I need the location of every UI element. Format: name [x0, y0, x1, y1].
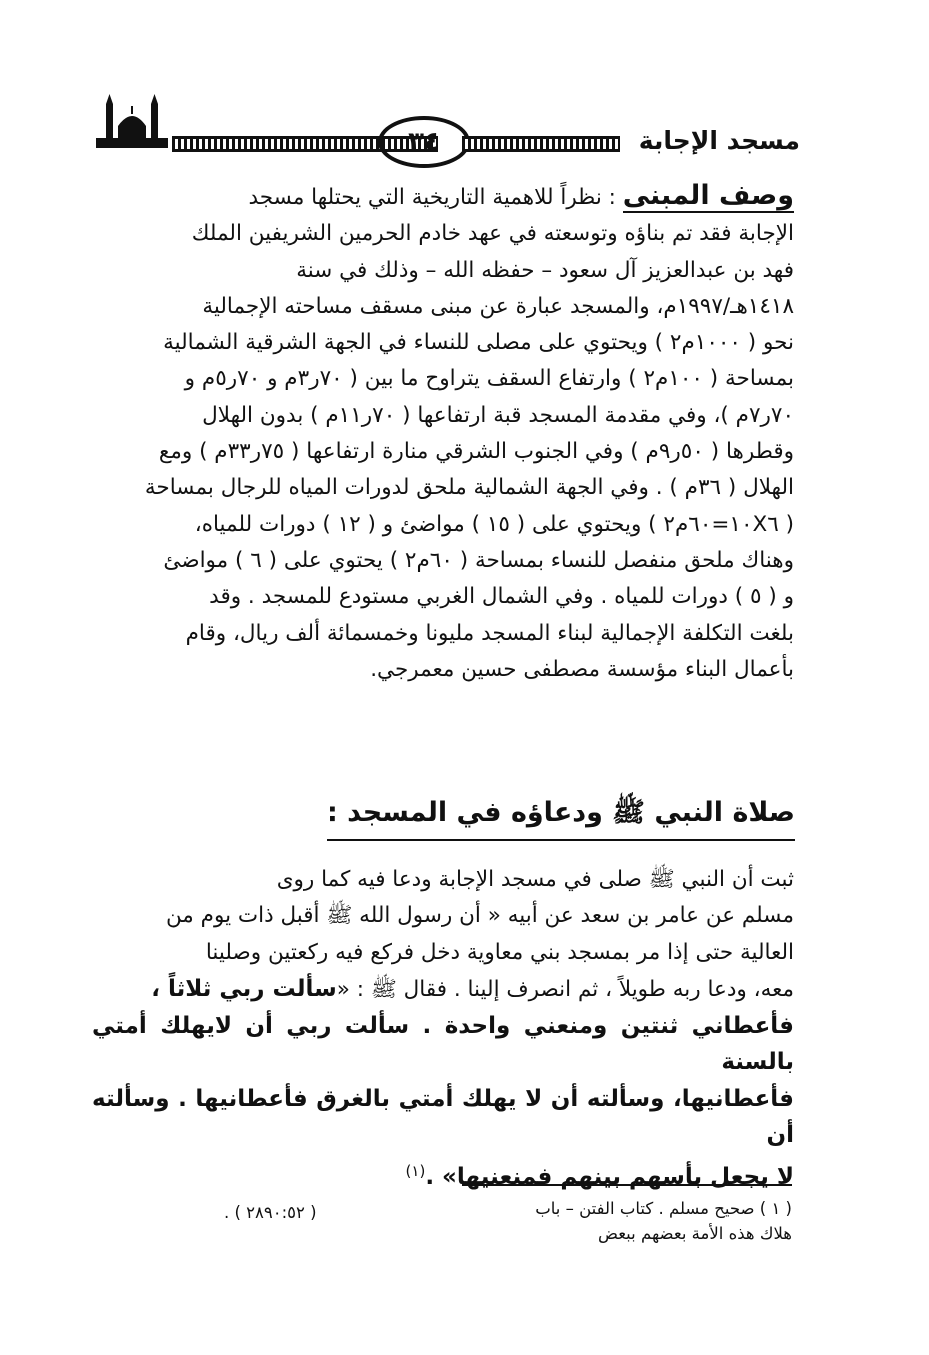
running-title: مسجد الإجابة	[638, 126, 800, 155]
running-header	[90, 92, 800, 162]
footnote-text: ( ١ ) صحيح مسلم . كتاب الفتن – باب هلاك هذه الأمة بعضهم ببعض	[535, 1199, 792, 1243]
text-line: ثبت أن النبي ﷺ صلى في مسجد الإجابة ودعا فيه كما روى	[276, 867, 794, 892]
text-line: معه، ودعا ربه طويلاً ، ثم انصرف إلينا . فقال ﷺ : «سألت ربي ثلاثاً ،	[151, 975, 794, 1002]
text-line: الهلال ( ٣٦م ) . وفي الجهة الشمالية ملحق لدورات المياه للرجال بمساحة	[144, 475, 794, 501]
text-line: وصف المبنى : نظراً للاهمية التاريخية التي يحتلها مسجد	[248, 180, 794, 211]
text-line: بمساحة ( ١٠٠م٢ ) وارتفاع السقف يتراوح ما بين ( ٧٠ر٣م و ٧٠ر٥م و	[184, 366, 794, 392]
section-heading-prayer: صلاة النبي ﷺ ودعاؤه في المسجد :	[327, 795, 795, 841]
building-description	[92, 178, 794, 688]
hadith-line: فأعطانيها، وسألته أن لا يهلك أمتي بالغرق فأعطانيها . وسألته أن	[92, 1085, 794, 1149]
hadith-line: فأعطاني ثنتين ومنعني واحدة . سألت ربي أن لايهلك أمتي بالسنة	[92, 1013, 794, 1076]
header-ornament-right	[462, 136, 620, 152]
mosque-silhouette-icon	[96, 92, 168, 150]
text-line: ١٤١٨هـ/١٩٩٧م، والمسجد عبارة عن مبنى مسقف مساحته الإجمالية	[202, 293, 794, 319]
text-line: وقطرها ( ٥٠ر٩م ) وفي الجنوب الشرقي منارة ارتفاعها ( ٧٥ر٣٣م ) ومع	[158, 439, 794, 465]
text-line: ( ١٠X٦=٦٠م٢ ) ويحتوي على ( ١٥ ) مواضئ و ( ١٢ ) دورات للمياه،	[194, 511, 794, 537]
text-line: ٧٠ر٧م )، وفي مقدمة المسجد قبة ارتفاعها ( ٧٠ر١١م ) بدون الهلال	[202, 402, 794, 428]
hadith-line: لا يجعل بأسهم بينهم فمنعنيها» .	[425, 1164, 794, 1191]
section-heading-building: وصف المبنى	[622, 180, 794, 211]
footnote-divider	[462, 1184, 792, 1186]
text-line: العالية حتى إذا مر بمسجد بني معاوية دخل فركع فيه ركعتين وصلينا	[205, 939, 794, 965]
hadith-quote: سألت ربي ثلاثاً ،	[151, 975, 337, 1002]
text-line: الإجابة فقد تم بناؤه وتوسعته في عهد خادم الحرمين الشريفين الملك	[191, 221, 794, 247]
page-number: ٣٤	[378, 116, 470, 168]
prayer-narration	[92, 862, 794, 1197]
text-line: فهد بن عبدالعزيز آل سعود – حفظه الله – وذلك في سنة	[296, 257, 794, 283]
text-line: مسلم عن عامر بن سعد عن أبيه « أن رسول الله ﷺ أقبل ذات يوم من	[165, 903, 794, 929]
footnote-reference: (١)	[405, 1162, 426, 1181]
footnote-hadith-number: ( ٢٨٩٠:٥٢ ) .	[224, 1203, 317, 1222]
text-line: بلغت التكلفة الإجمالية لبناء المسجد مليونا وخمسمائة ألف ريال، وقام	[185, 620, 794, 646]
text-line: وهناك ملحق منفصل للنساء بمساحة ( ٦٠م٢ ) يحتوي على ( ٦ ) مواضئ	[163, 547, 794, 573]
text-line	[92, 1153, 794, 1196]
text-line: بأعمال البناء مؤسسة مصطفى حسين معمرجي.	[370, 656, 794, 682]
text-line: و ( ٥ ) دورات للمياه . وفي الشمال الغربي مستودع للمسجد . وقد	[209, 584, 794, 610]
text-line: نحو ( ١٠٠٠م٢ ) ويحتوي على مصلى للنساء في الجهة الشرقية الشمالية	[163, 330, 794, 356]
